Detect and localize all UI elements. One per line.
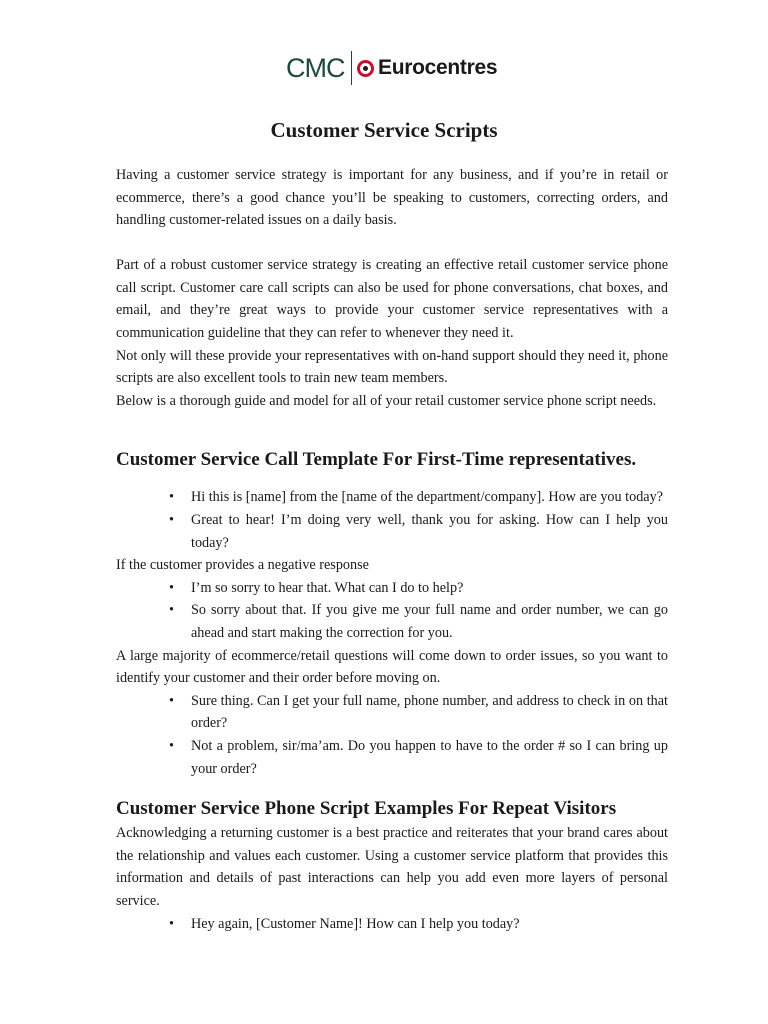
logo-eurocentres-text: Eurocentres bbox=[378, 56, 498, 79]
list-item: • I’m so sorry to hear that. What can I do to help? bbox=[191, 577, 668, 600]
logo-divider bbox=[351, 51, 353, 85]
list-item: • Hey again, [Customer Name]! How can I help you today? bbox=[191, 913, 668, 936]
list-item: • Great to hear! I’m doing very well, thank you for asking. How can I help you today? bbox=[191, 509, 668, 554]
bullet-list-orders bbox=[116, 690, 668, 780]
page-title: Customer Service Scripts bbox=[270, 118, 498, 142]
list-item: • Sure thing. Can I get your full name, phone number, and address to check in on that order? bbox=[191, 690, 668, 735]
intro-paragraph-4: Below is a thorough guide and model for all of your retail customer service phone script needs. bbox=[116, 392, 657, 409]
note-negative-response: If the customer provides a negative response bbox=[116, 557, 369, 574]
intro-paragraph-2: Part of a robust customer service strategy is creating an effective retail customer service phone call script. Customer care call scripts can also be used for phone conversations, chat boxes, and email, and they’re great ways to provide your customer service representatives with a communication guideline that they can refer to whenever they need it. bbox=[116, 257, 668, 342]
section-heading-repeat-visitors: Customer Service Phone Script Examples For Repeat Visitors bbox=[116, 798, 617, 820]
eurocentres-circle-mark-icon bbox=[357, 60, 374, 77]
intro-paragraph-3: Not only will these provide your representatives with on-hand support should they need it, phone scripts are also excellent tools to train new team members. bbox=[116, 347, 668, 387]
brand-logo bbox=[286, 50, 497, 86]
list-item: • Hi this is [name] from the [name of the department/company]. How are you today? bbox=[191, 486, 668, 509]
bullet-list-negative bbox=[116, 577, 668, 645]
bullet-list-repeat bbox=[116, 913, 668, 936]
list-item: • So sorry about that. If you give me your full name and order number, we can go ahead and start making the correction for you. bbox=[191, 599, 668, 644]
intro-paragraph-1: Having a customer service strategy is important for any business, and if you’re in retail or ecommerce, there’s a good chance you’ll be speaking to customers, correcting orders, and handling customer-related issues on a daily basis. bbox=[116, 167, 668, 229]
bullet-list-greeting bbox=[116, 486, 668, 554]
list-item: • Not a problem, sir/ma’am. Do you happen to have to the order # so I can bring up your order? bbox=[191, 735, 668, 780]
document-body bbox=[116, 164, 668, 935]
note-order-issues: A large majority of ecommerce/retail questions will come down to order issues, so you want to identify your customer and their order before moving on. bbox=[116, 647, 668, 687]
repeat-visitors-paragraph: Acknowledging a returning customer is a best practice and reiterates that your brand cares about the relationship and values each customer. Using a customer service platform that provides this information and details of past interactions can help you add even more layers of personal service. bbox=[116, 825, 668, 909]
section-heading-first-time: Customer Service Call Template For First-Time representatives. bbox=[116, 449, 637, 471]
logo-cmc-text: CMC bbox=[286, 52, 345, 83]
